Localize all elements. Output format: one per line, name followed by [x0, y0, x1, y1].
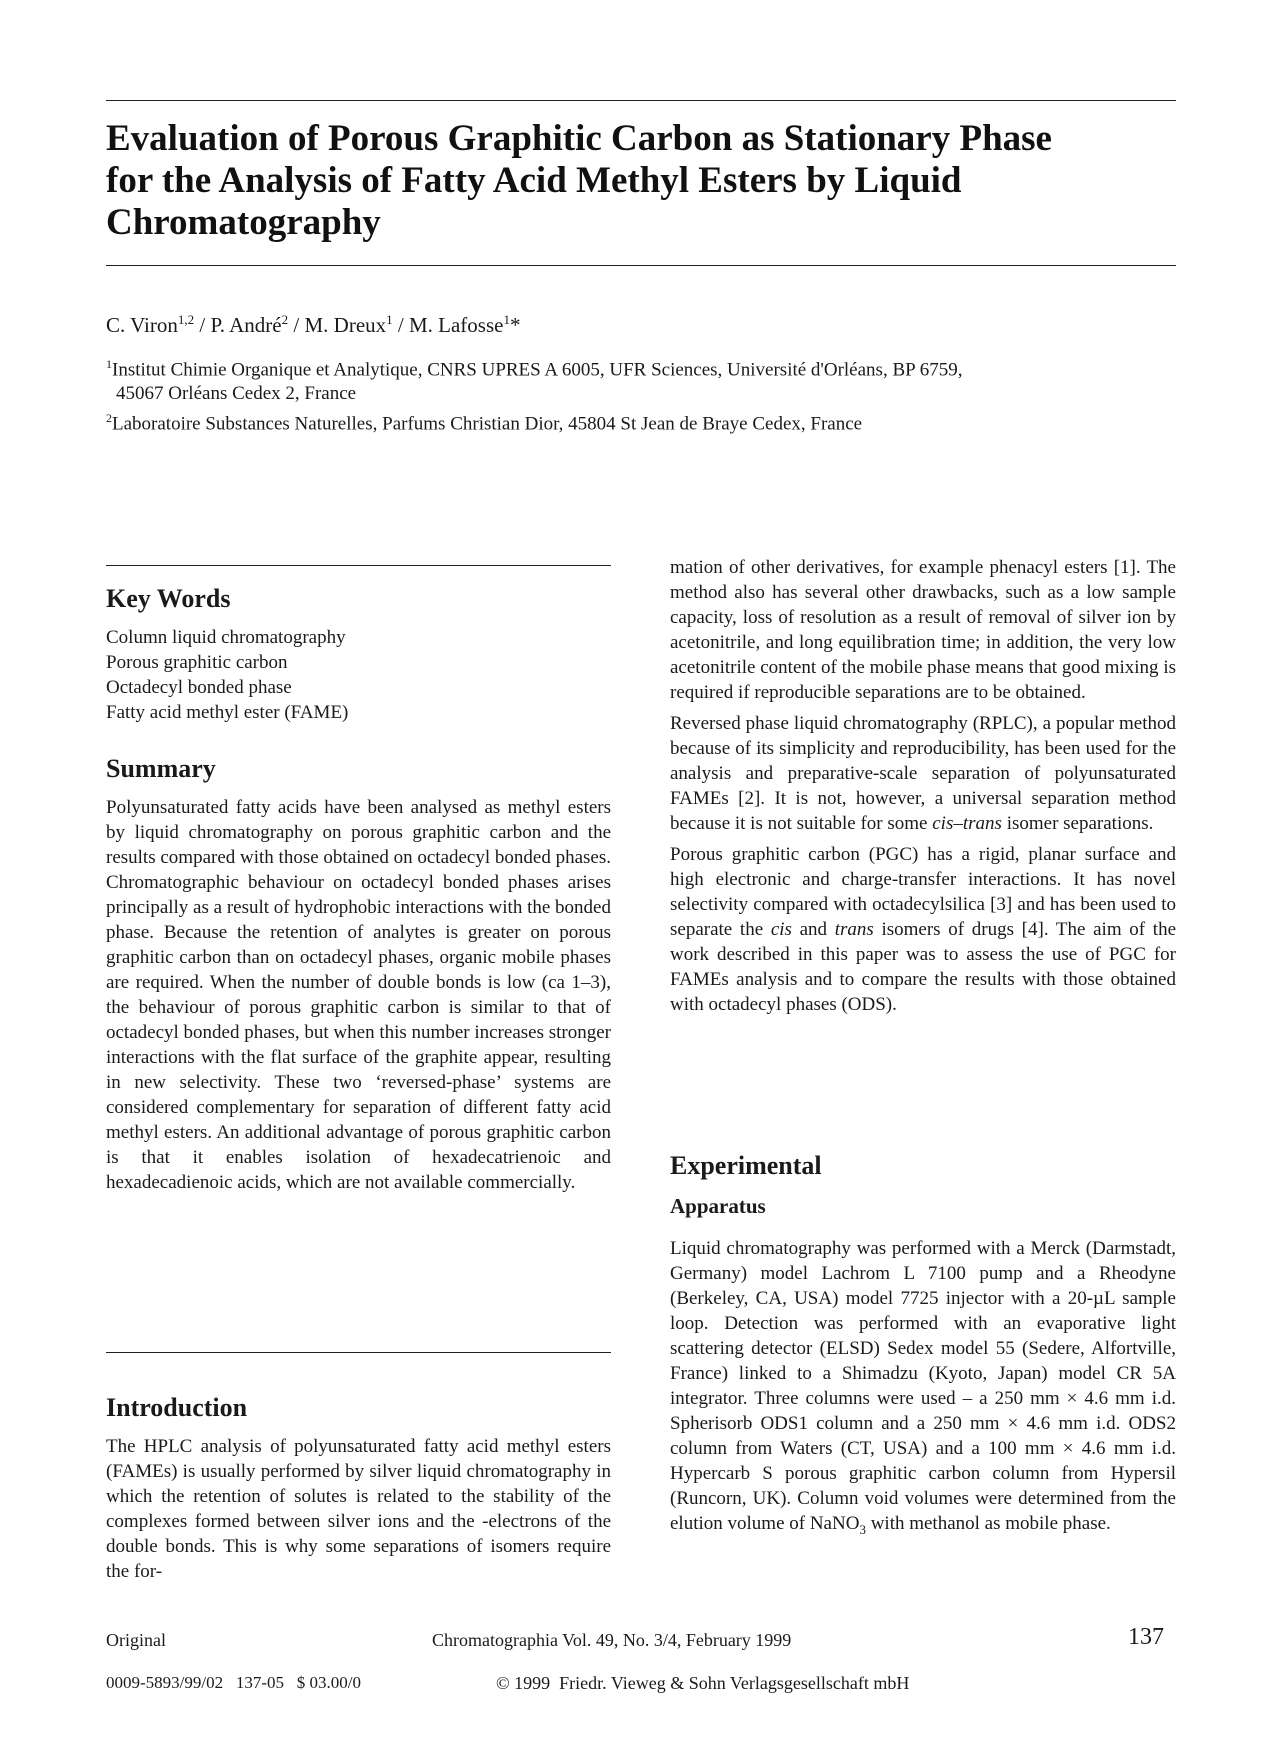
title-line: Evaluation of Porous Graphitic Carbon as Stationary Phase — [106, 118, 1052, 159]
italic-term: cis–trans — [932, 813, 1002, 834]
top-rule — [106, 100, 1176, 101]
footer-left: Original — [106, 1630, 166, 1650]
text-run: isomer separations. — [1001, 813, 1154, 834]
body-paragraph — [670, 711, 1176, 836]
introduction-text: The HPLC analysis of polyunsaturated fatty acid methyl esters (FAMEs) is usually performed by silver liquid chromatography in which the retention of solutes is related to the stability of the complexes formed between silver ions and the -electrons of the double bonds. This is why some separations of isomers require the for- — [106, 1436, 611, 1582]
summary-heading: Summary — [106, 754, 216, 783]
left-column-lower — [106, 1392, 611, 1590]
author-affil-sup: 1 — [386, 312, 393, 327]
affil-text: Laboratoire Substances Naturelles, Parfums Christian Dior, 45804 St Jean de Braye Cedex, France — [112, 413, 863, 435]
text-run: and — [791, 919, 835, 940]
subscript: 3 — [859, 1521, 866, 1537]
summary-text: Polyunsaturated fatty acids have been analysed as methyl esters by liquid chromatography on porous graphitic carbon and the results compared with those obtained on octadecyl bonded phases. Chromatographic behaviour on octadecyl bonded phases arises principally as a result of hydrophobic interactions with the bonded phase. Because the retention of analytes is greater on porous graphitic carbon than on octadecyl phases, organic mobile phases are required. When the number of double bonds is low (ca 1–3), the behaviour of porous graphitic carbon is similar to that of octadecyl bonded phases, but when this number increases stronger interactions with the flat surface of the graphite appear, resulting in new selectivity. These two ‘reversed-phase’ systems are considered complementary for separation of different fatty acid methyl esters. An additional advantage of porous graphitic carbon is that it enables isolation of hexadecatrienoic and hexadecadienoic acids, which are not available commercially. — [106, 797, 611, 1193]
experimental-heading: Experimental — [670, 1151, 822, 1180]
apparatus-text — [670, 1236, 1176, 1542]
apparatus-subheading: Apparatus — [670, 1194, 766, 1218]
text-run: isomers of drugs [4]. The aim of the work described in this paper was to assess the use of PGC for FAMEs analysis and to compare the results with those obtained with octadecyl phases (ODS). — [670, 919, 1176, 1015]
experimental-section — [670, 1150, 1176, 1548]
title-line: Chromatography — [106, 202, 381, 243]
body-paragraph: mation of other derivatives, for example phenacyl esters [1]. The method also has several other drawbacks, such as a low sample capacity, loss of resolution as a result of removal of silver ion by acetonitrile, and long equilibration time; in addition, the very low acetonitrile content of the mobile phase means that good mixing is required if reproducible separations are to be obtained. — [670, 557, 1176, 703]
corresponding-mark: * — [509, 313, 521, 337]
keywords-heading: Key Words — [106, 584, 231, 613]
introduction-heading: Introduction — [106, 1393, 248, 1422]
left-column-upper — [106, 583, 611, 1201]
affil-number: 2 — [106, 411, 112, 426]
paper-title — [106, 118, 1176, 244]
left-col-rule-top — [106, 565, 611, 566]
author-name: M. Dreux — [304, 313, 387, 337]
keyword-item: Porous graphitic carbon — [106, 652, 288, 673]
title-line: for the Analysis of Fatty Acid Methyl Esters by Liquid — [106, 160, 962, 201]
affil-text: Institut Chimie Organique et Analytique, CNRS UPRES A 6005, UFR Sciences, Université d'Orléans, BP 6759, — [112, 359, 963, 381]
author-list: C. Viron$^{1,2}$ / P. André$^2$ / M. Dreux$^1$ / M. Lafosse$^1$* — [106, 312, 521, 337]
affiliation-2 — [106, 406, 1176, 436]
right-column — [670, 555, 1176, 1023]
text-run: Reversed phase liquid chromatography (RPLC), a popular method because of its simplicity and reproducibility, has been used for the analysis and preparative-scale separation of polyunsaturated FAMEs [2]. It is not, however, a universal separation method because it is not suitable for some — [670, 713, 1176, 834]
text-run: with methanol as mobile phase. — [865, 1513, 1111, 1534]
author-affil-sup: 2 — [281, 312, 289, 327]
footer-journal: Chromatographia Vol. 49, No. 3/4, February 1999 — [432, 1630, 792, 1650]
page-number: 137 — [1128, 1624, 1164, 1650]
author-affil-sup: 1,2 — [177, 312, 195, 327]
author-name: P. André — [210, 313, 282, 337]
italic-term: cis — [770, 919, 792, 940]
affiliation-1-cont: 45067 Orléans Cedex 2, France — [116, 383, 357, 405]
italic-term: trans — [834, 919, 874, 940]
author-name: M. Lafosse — [408, 313, 504, 337]
keyword-item: Octadecyl bonded phase — [106, 677, 292, 698]
affil-number: 1 — [106, 357, 112, 371]
body-paragraph — [670, 842, 1176, 1017]
left-col-rule-mid — [106, 1352, 611, 1353]
footer-issn: 0009-5893/99/02 137-05 $ 03.00/0 — [106, 1673, 361, 1692]
footer-copyright: © 1999 Friedr. Vieweg & Sohn Verlagsgesellschaft mbH — [496, 1673, 910, 1693]
affiliations — [106, 352, 1176, 437]
text-run: Liquid chromatography was performed with a Merck (Darmstadt, Germany) model Lachrom L 7100 pump and a Rheodyne (Berkeley, CA, USA) model 7725 injector with a 20-µL sample loop. Detection was performed with an evaporative light scattering detector (ELSD) Sedex model 55 (Sedere, Alfortville, France) linked to a Shimadzu (Kyoto, Japan) model CR 5A integrator. Three columns were used – a 250 mm × 4.6 mm i.d. Spherisorb ODS1 column and a 250 mm × 4.6 mm i.d. ODS2 column from Waters (CT, USA) and a 100 mm × 4.6 mm i.d. Hypercarb S porous graphitic carbon column from Hypersil (Runcorn, UK). Column void volumes were determined from the elution volume of NaNO — [670, 1238, 1176, 1534]
keywords-list — [106, 625, 611, 725]
author-name: C. Viron — [106, 313, 178, 337]
keyword-item: Fatty acid methyl ester (FAME) — [106, 702, 349, 723]
author-affil-sup: 1 — [503, 312, 510, 327]
title-rule — [106, 265, 1176, 266]
affiliation-1 — [106, 352, 1176, 382]
keyword-item: Column liquid chromatography — [106, 627, 346, 648]
text-run: Porous graphitic carbon (PGC) has a rigid, planar surface and high electronic and charge-transfer interactions. It has novel selectivity compared with octadecylsilica [3] and has been used to separate the — [670, 844, 1176, 940]
